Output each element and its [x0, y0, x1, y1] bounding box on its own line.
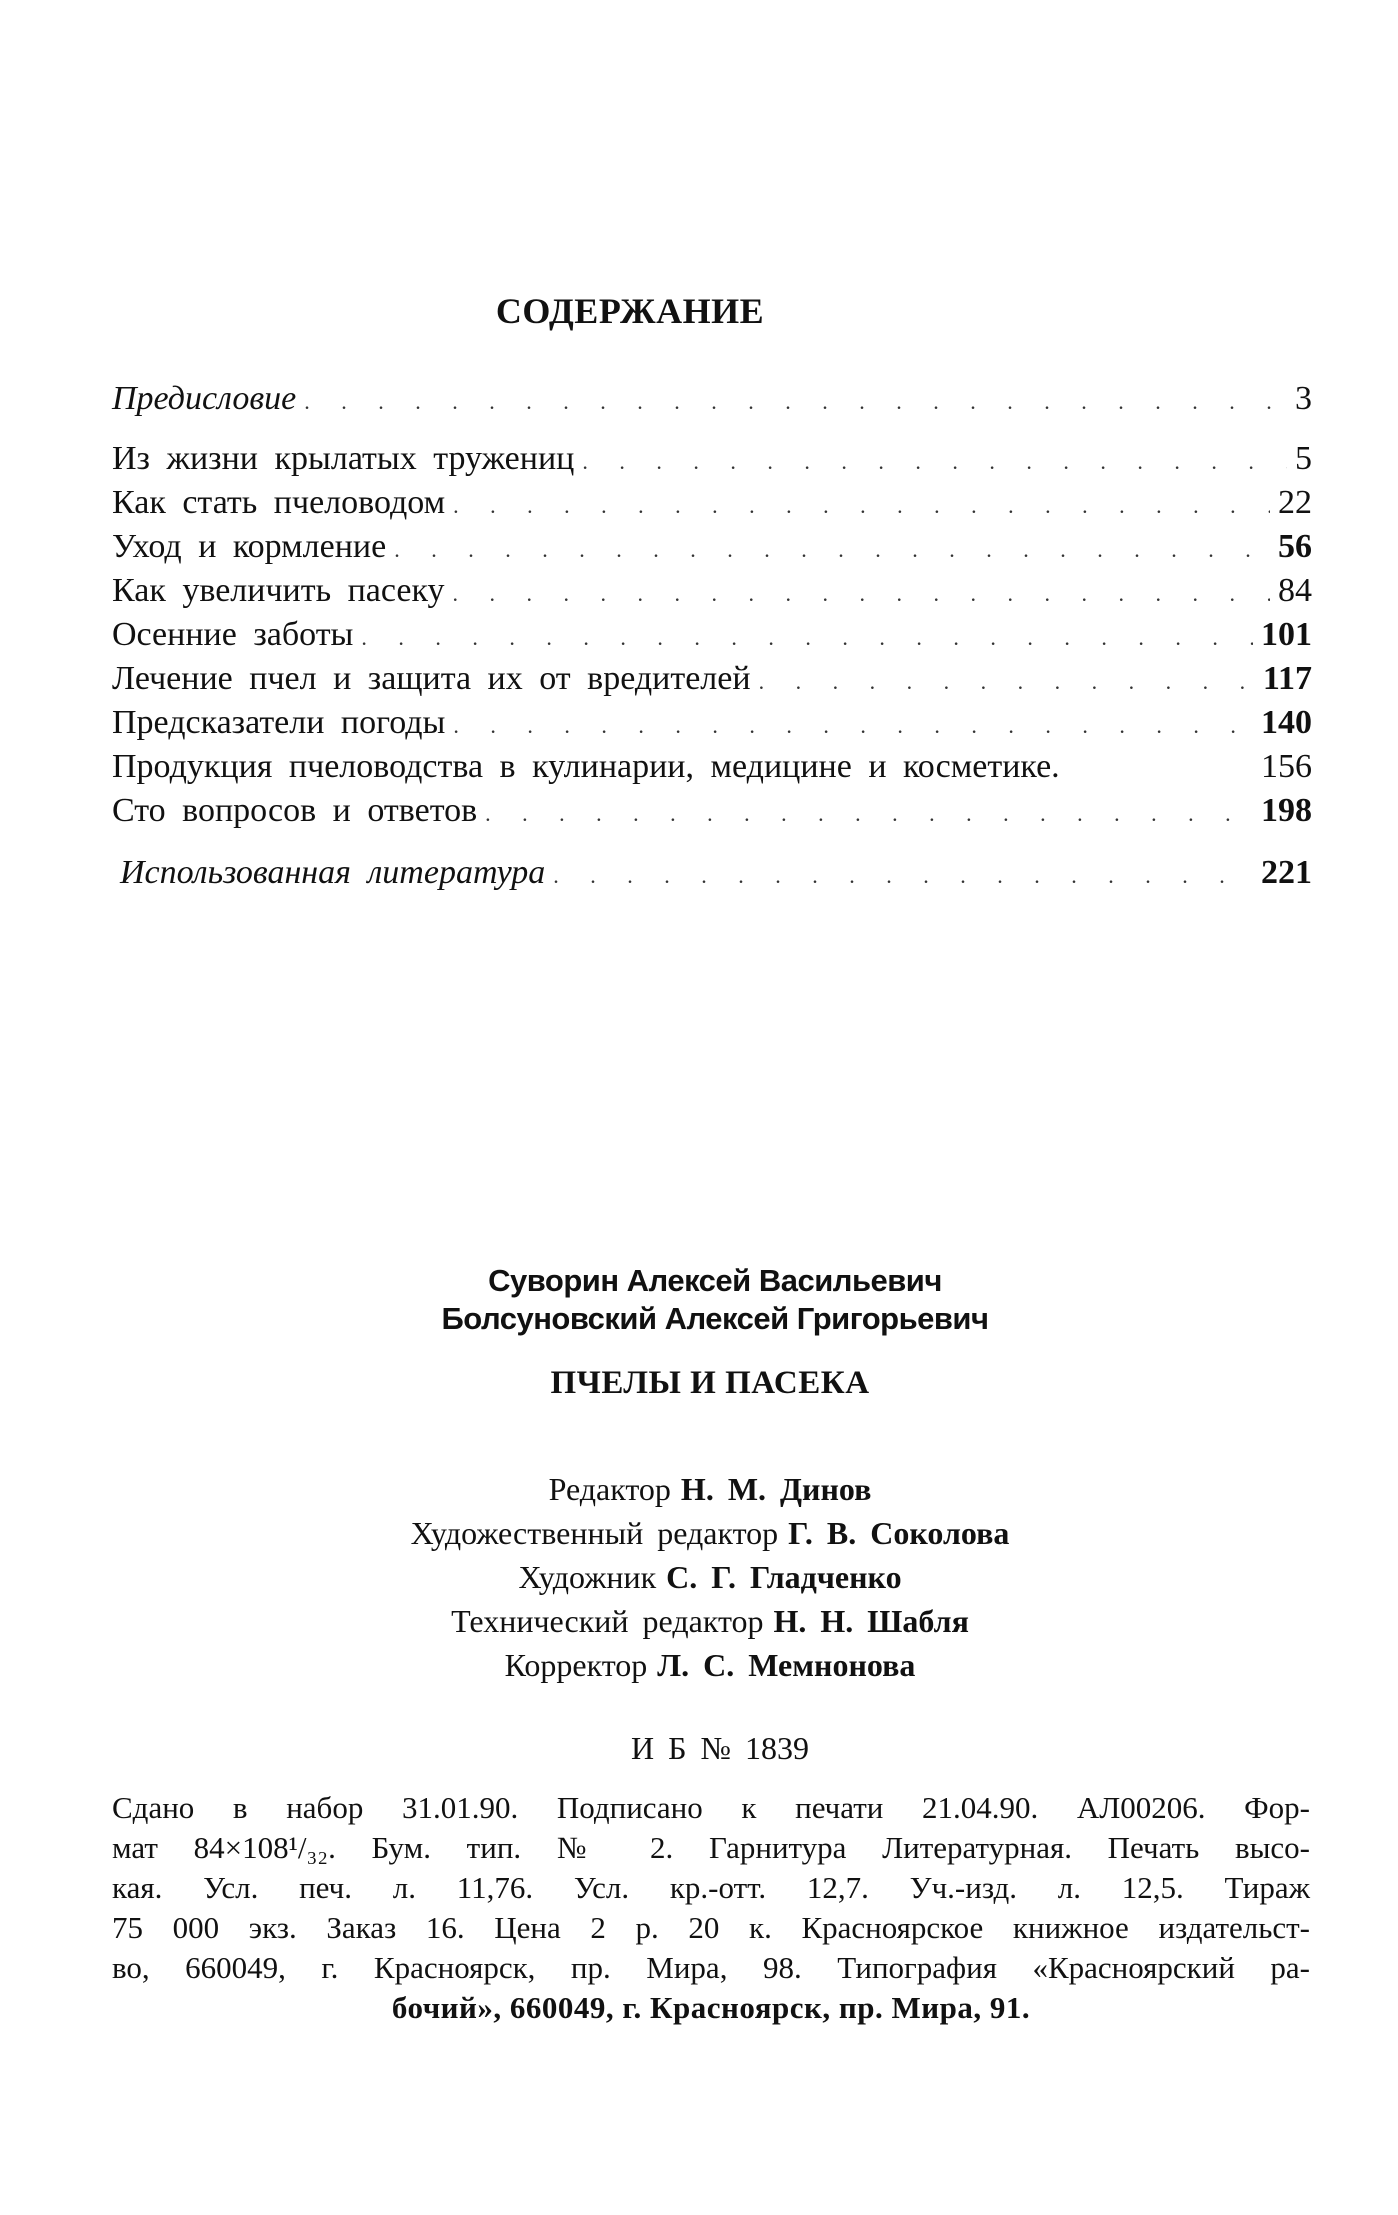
- credit-name: Н. Н. Шабля: [773, 1603, 969, 1639]
- toc-entry-label: Лечение пчел и защита их от вредителей: [112, 660, 751, 697]
- credit-role: Художник: [518, 1559, 657, 1595]
- toc-entry-page: 84: [1278, 572, 1312, 609]
- toc-entry-label: Как увеличить пасеку: [112, 572, 445, 609]
- colophon: [112, 1788, 1310, 2028]
- toc-title: СОДЕРЖАНИЕ: [495, 291, 765, 331]
- author-name: Болсуновский Алексей Григорьевич: [441, 1301, 989, 1336]
- credit-name: Л. С. Мемнонова: [657, 1647, 916, 1683]
- toc-entry-page: 101: [1261, 616, 1312, 653]
- toc-entry-page: 56: [1278, 528, 1312, 565]
- credits: [0, 1467, 1398, 1687]
- toc-entry: [112, 614, 1312, 656]
- colophon-line: мат 84×108¹/₃₂. Бум. тип. № 2. Гарнитура Литературная. Печать высо-: [112, 1830, 1310, 1865]
- toc-entry-page: 140: [1261, 704, 1312, 741]
- credit-name: Н. М. Динов: [680, 1471, 872, 1507]
- author-name: Суворин Алексей Васильевич: [488, 1263, 942, 1298]
- toc-leader-dots: [304, 378, 1287, 423]
- toc-leader-dots: [453, 482, 1270, 527]
- credit-role: Редактор: [548, 1471, 671, 1507]
- colophon-line: 75 000 экз. Заказ 16. Цена 2 р. 20 к. Красноярское книжное издательст-: [112, 1910, 1310, 1945]
- toc-entry-label: Продукция пчеловодства в кулинарии, медицине и косметике.: [112, 748, 1060, 785]
- toc-leader-dots: [361, 614, 1253, 659]
- toc-entry: [112, 790, 1312, 832]
- toc-entry-page: 22: [1278, 484, 1312, 521]
- credit-line: [0, 1467, 1398, 1511]
- colophon-line: кая. Усл. печ. л. 11,76. Усл. кр.-отт. 12,7. Уч.-изд. л. 12,5. Тираж: [112, 1870, 1310, 1905]
- credit-name: Г. В. Соколова: [788, 1515, 1010, 1551]
- toc-entry-page: 117: [1262, 660, 1312, 697]
- toc-entry: [112, 702, 1312, 744]
- credit-role: Технический редактор: [451, 1603, 764, 1639]
- toc-entry-label: Из жизни крылатых тружениц: [112, 440, 575, 477]
- authors: [0, 1262, 1398, 1338]
- toc-entry-page: 156: [1261, 748, 1312, 785]
- toc-entry: [112, 526, 1312, 568]
- toc-entry-label: Предисловие: [112, 380, 297, 417]
- toc-entry-label: Использованная литература: [120, 854, 546, 891]
- credit-role: Корректор: [504, 1647, 648, 1683]
- toc-entry-page: 221: [1261, 854, 1312, 891]
- toc-entry: [112, 482, 1312, 524]
- toc-entry-references: [120, 852, 1312, 894]
- toc-entry-label: Предсказатели погоды: [112, 704, 446, 741]
- toc-leader-dots: [759, 658, 1255, 703]
- toc-entry-label: Как стать пчеловодом: [112, 484, 446, 521]
- toc-entry-page: 198: [1261, 792, 1312, 829]
- credit-line: [0, 1511, 1398, 1555]
- toc-leader-dots: [582, 438, 1287, 483]
- toc-entry-page: 5: [1295, 440, 1312, 477]
- toc-entry-page: 3: [1295, 380, 1312, 417]
- credit-name: С. Г. Гладченко: [666, 1559, 902, 1595]
- toc-entry: [112, 438, 1312, 480]
- toc-entry: [112, 746, 1312, 788]
- credit-line: [0, 1643, 1398, 1687]
- toc-entry-label: Уход и кормление: [112, 528, 387, 565]
- toc-entry-preface: [112, 378, 1312, 420]
- toc-entry-label: Сто вопросов и ответов: [112, 792, 478, 829]
- toc-leader-dots: [485, 790, 1253, 835]
- colophon-last-line: бочий», 660049, г. Красноярск, пр. Мира, 91.: [391, 1990, 1031, 2025]
- toc-leader-dots: [453, 570, 1270, 615]
- toc-entry: [112, 658, 1312, 700]
- credit-line: [0, 1599, 1398, 1643]
- toc-leader-dots: [394, 526, 1270, 571]
- toc-leader-dots: [553, 852, 1253, 897]
- colophon-line: Сдано в набор 31.01.90. Подписано к печати 21.04.90. АЛ00206. Фор-: [112, 1790, 1310, 1825]
- credit-line: [0, 1555, 1398, 1599]
- ib-number: И Б № 1839: [630, 1730, 809, 1766]
- credit-role: Художественный редактор: [410, 1515, 779, 1551]
- toc-leader-dots: [453, 702, 1253, 747]
- toc-entry-label: Осенние заботы: [112, 616, 354, 653]
- book-title: ПЧЕЛЫ И ПАСЕКА: [550, 1365, 870, 1401]
- colophon-line: во, 660049, г. Красноярск, пр. Мира, 98. Типография «Красноярский ра-: [112, 1950, 1310, 1985]
- toc-entry: [112, 570, 1312, 612]
